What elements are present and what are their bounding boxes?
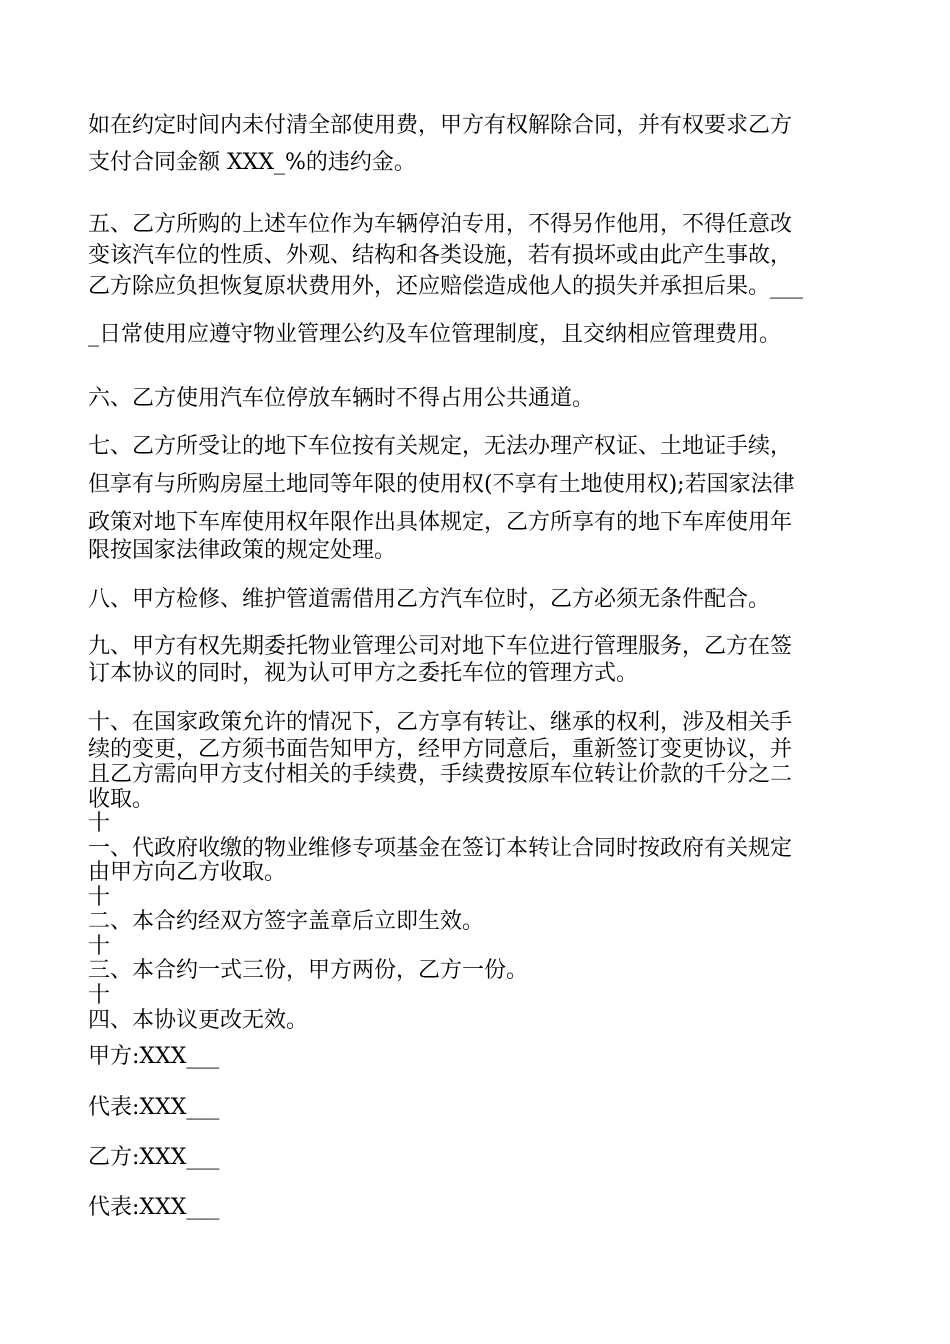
signature-party-a: 甲方:XXX___ (88, 1044, 220, 1069)
text-line: _日常使用应遵守物业管理公约及车位管理制度，且交纳相应管理费用。 (88, 322, 782, 347)
text-line: 二、本合约经双方签字盖章后立即生效。 (88, 909, 485, 934)
text-line: 十 (88, 885, 111, 910)
text-line: 八、甲方检修、维护管道需借用乙方汽车位时，乙方必须无条件配合。 (88, 587, 771, 612)
text-line: 十 (88, 934, 111, 959)
text-line: 乙方除应负担恢复原状费用外，还应赔偿造成他人的损失并承担后果。___ (88, 274, 804, 299)
text-line: 四、本协议更改无效。 (88, 1008, 309, 1033)
text-line: 变该汽车位的性质、外观、结构和各类设施，若有损坏或由此产生事故， (88, 243, 793, 268)
signature-party-b: 乙方:XXX___ (88, 1145, 220, 1170)
text-line: 由甲方向乙方收取。 (88, 860, 287, 885)
text-line: 七、乙方所受让的地下车位按有关规定，无法办理产权证、土地证手续， (88, 434, 793, 459)
text-line: 政策对地下车库使用权年限作出具体规定，乙方所享有的地下车库使用年 (88, 510, 793, 535)
text-line: 续的变更，乙方须书面告知甲方，经甲方同意后，重新签订变更协议，并 (88, 737, 793, 762)
text-line: 但享有与所购房屋土地同等年限的使用权(不享有土地使用权);若国家法律 (88, 472, 795, 497)
text-line: 九、甲方有权先期委托物业管理公司对地下车位进行管理服务，乙方在签 (88, 634, 793, 659)
text-line: 五、乙方所购的上述车位作为车辆停泊专用，不得另作他用，不得任意改 (88, 212, 793, 237)
text-line: 限按国家法律政策的规定处理。 (88, 538, 397, 563)
signature-representative-a: 代表:XXX___ (88, 1095, 220, 1120)
text-line: 六、乙方使用汽车位停放车辆时不得占用公共通道。 (88, 386, 595, 411)
text-line: 十 (88, 811, 111, 836)
text-line: 收取。 (88, 787, 155, 812)
text-line: 一、代政府收缴的物业维修专项基金在签订本转让合同时按政府有关规定 (88, 836, 793, 861)
text-line: 如在约定时间内未付清全部使用费，甲方有权解除合同，并有权要求乙方 (88, 113, 793, 138)
signature-representative-b: 代表:XXX___ (88, 1195, 220, 1220)
text-line: 且乙方需向甲方支付相关的手续费，手续费按原车位转让价款的千分之二 (88, 762, 793, 787)
text-line: 三、本合约一式三份，甲方两份，乙方一份。 (88, 958, 529, 983)
text-line: 订本协议的同时，视为认可甲方之委托车位的管理方式。 (88, 661, 639, 686)
text-line: 十、在国家政策允许的情况下，乙方享有转让、继承的权利，涉及相关手 (88, 710, 793, 735)
text-line: 支付合同金额 XXX_%的违约金。 (88, 150, 416, 175)
text-line: 十 (88, 983, 111, 1008)
